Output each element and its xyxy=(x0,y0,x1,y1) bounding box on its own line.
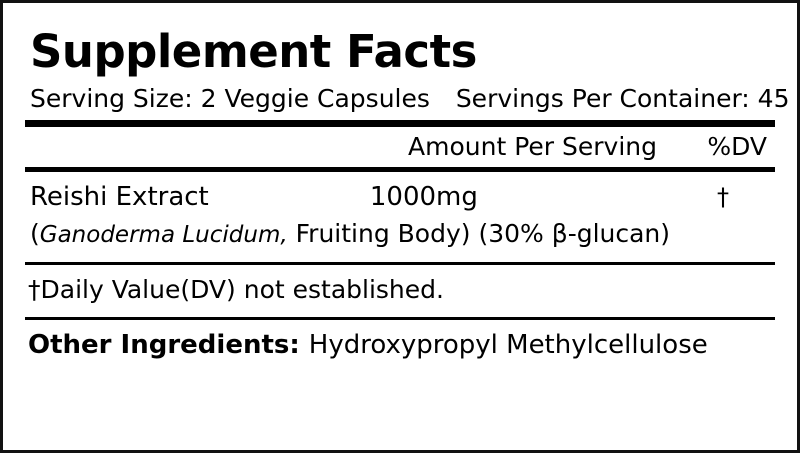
ingredient-main-line xyxy=(25,172,775,213)
header-percent-dv: %DV xyxy=(707,132,767,161)
ingredient-dv: † xyxy=(717,183,729,212)
page-title: Supplement Facts xyxy=(30,25,477,78)
servings-per-container-value: 45 xyxy=(757,84,790,113)
serving-info xyxy=(30,84,790,114)
ingredient-source-line xyxy=(25,213,775,262)
ingredient-sub-prefix: ( xyxy=(30,219,40,249)
ingredient-latin-name: Ganoderma Lucidum, xyxy=(39,222,288,249)
other-ingredients-value: Hydroxypropyl Methylcellulose xyxy=(308,330,708,361)
daily-value-footnote: †Daily Value(DV) not established. xyxy=(28,275,444,305)
header-amount-per-serving: Amount Per Serving xyxy=(408,132,657,161)
serving-size-value: 2 Veggie Capsules xyxy=(200,84,430,113)
other-ingredients-label: Other Ingredients: xyxy=(28,330,300,361)
servings-per-container-label: Servings Per Container: xyxy=(455,84,750,113)
ingredient-name: Reishi Extract xyxy=(30,182,209,213)
column-headers xyxy=(25,127,775,167)
ingredient-row xyxy=(25,172,775,262)
ingredient-amount: 1000mg xyxy=(369,182,478,213)
other-ingredients xyxy=(25,320,775,361)
label-content xyxy=(25,21,790,442)
divider-top xyxy=(25,120,775,127)
serving-size-label: Serving Size: xyxy=(30,84,193,113)
ingredient-sub-rest: Fruiting Body) (30% β-glucan) xyxy=(287,219,671,249)
